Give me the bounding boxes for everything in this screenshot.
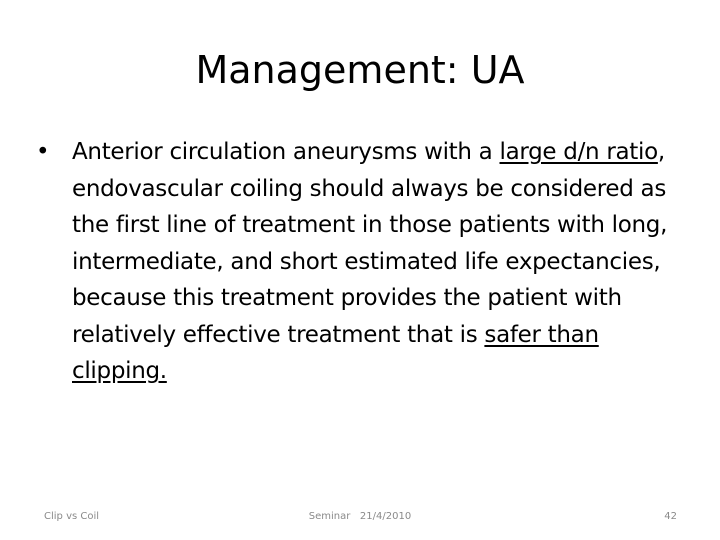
slide-title: Management: UA xyxy=(195,48,525,92)
underlined-phrase-large-dn-ratio: large d/n ratio xyxy=(499,139,658,165)
footer-left-text: Clip vs Coil xyxy=(44,511,100,522)
slide-number: 42 xyxy=(664,511,677,522)
bullet-text-part-1: Anterior circulation aneurysms with a xyxy=(72,139,500,165)
bullet-text-part-2: , endovascular coiling should always be considered as the first line of treatment in those patients with long, intermediate, and short estimated life expectancies, because this treatment provides the patient with relatively effective treatment that is xyxy=(72,139,668,348)
bullet-item xyxy=(36,134,686,390)
footer-center-text: Seminar 21/4/2010 xyxy=(308,511,412,522)
bullet-marker: • xyxy=(36,139,50,165)
underlined-phrase-safer-than-clipping: safer than clipping. xyxy=(72,321,599,384)
slide-content xyxy=(36,134,686,390)
